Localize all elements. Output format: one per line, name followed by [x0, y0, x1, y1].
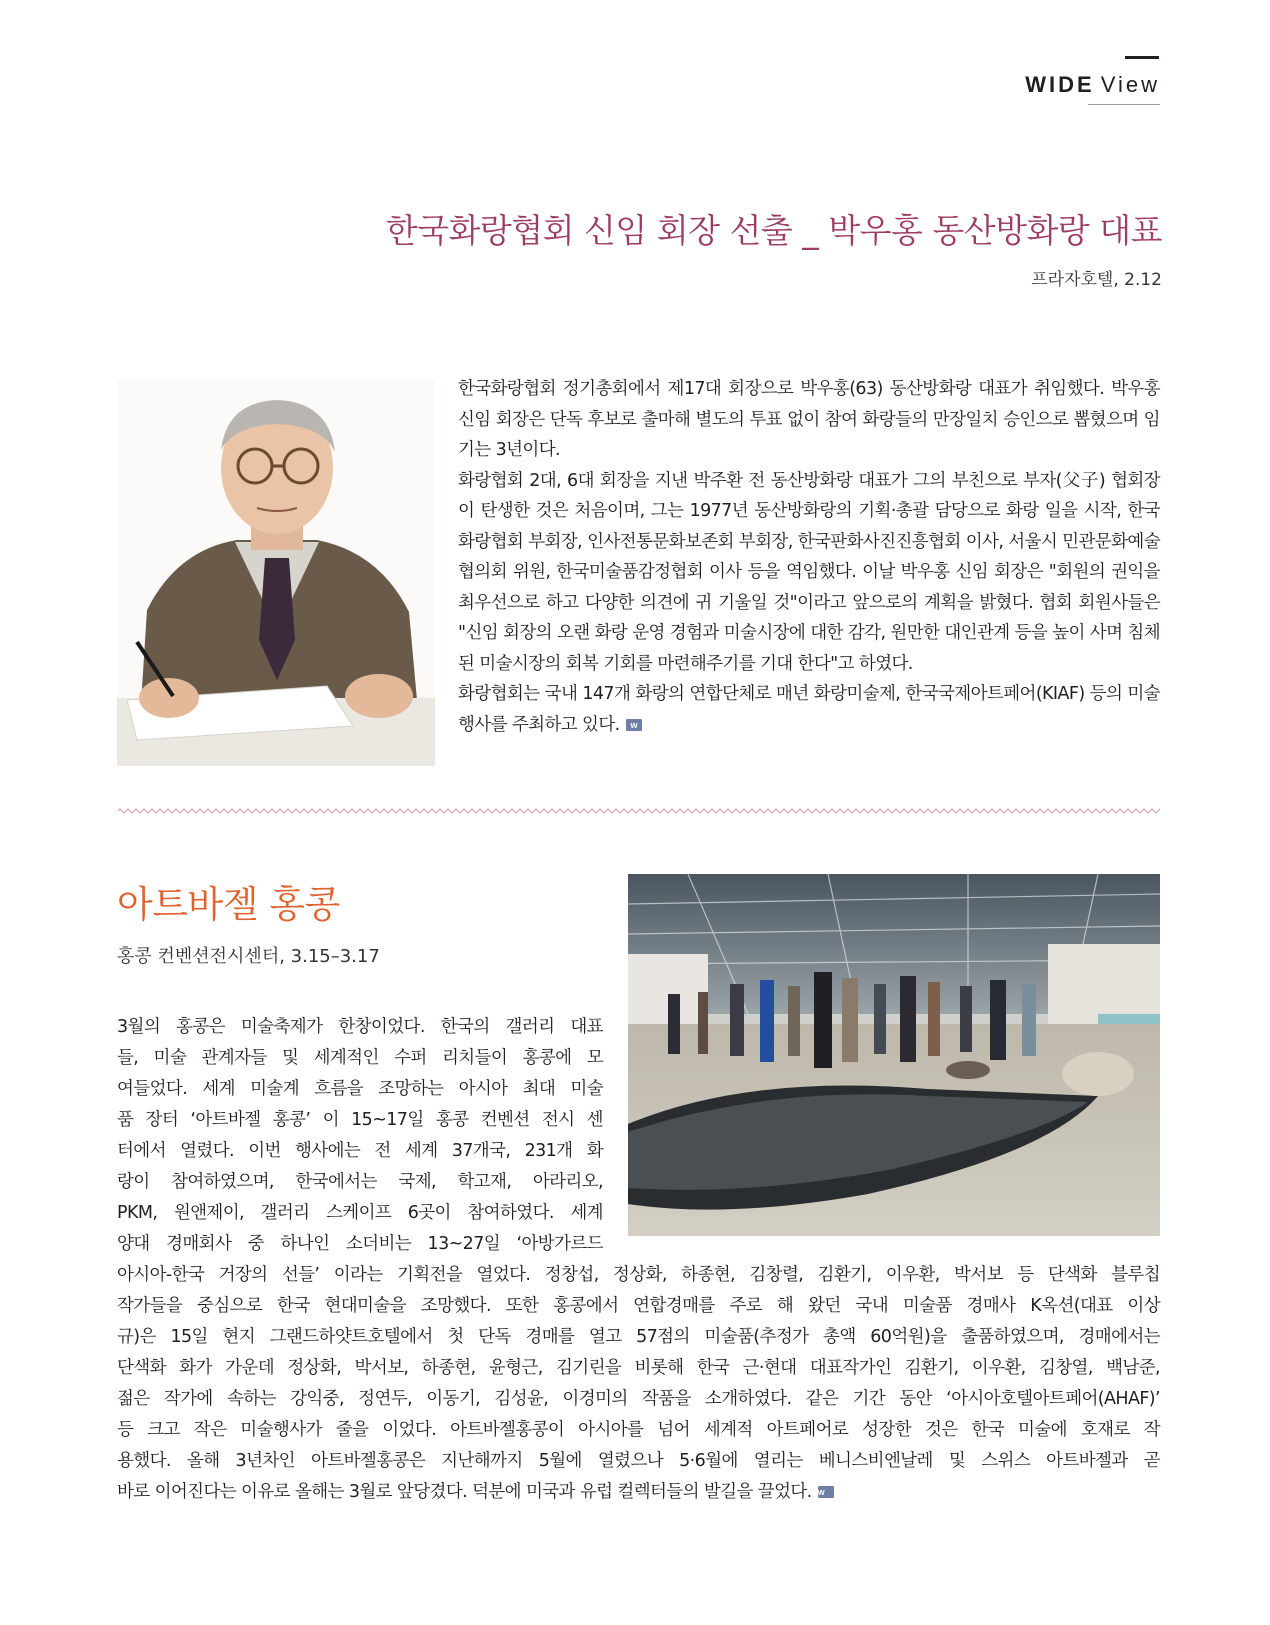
article2-line: 들, 미술 관계자들 및 세계적인 수퍼 리치들이 홍콩에 모	[117, 1048, 603, 1068]
article2-line: 터에서 열렸다. 이번 행사에는 전 세계 37개국, 231개 화	[117, 1141, 603, 1161]
article2-line: 양대 경매회사 중 하나인 소더비는 13~27일 ‘아방가르드	[117, 1234, 603, 1254]
article2-line: 젊은 작가에 속하는 강익중, 정연두, 이동기, 김성윤, 이경미의 작품을 소개하였다. 같은 기간 동안 ‘아시아호텔아트페어(AHAF)’	[117, 1389, 1160, 1409]
section-label	[1010, 72, 1160, 98]
article1-subtitle: 프라자호텔, 2.12	[1031, 270, 1162, 290]
article2-line: 여들었다. 세계 미술계 흐름을 조망하는 아시아 최대 미술	[117, 1079, 603, 1099]
article1-title: 한국화랑협회 신임 회장 선출 _ 박우홍 동산방화랑 대표	[385, 211, 1162, 250]
article2-line: 규)은 15일 현지 그랜드하얏트호텔에서 첫 단독 경매를 열고 57점의 미술품(추정가 총액 60억원)을 출품하였으며, 경매에서는	[117, 1327, 1160, 1347]
article2-last-line	[117, 1477, 1160, 1508]
article1-paragraph: 한국화랑협회 정기총회에서 제17대 회장으로 박우홍(63) 동산방화랑 대표가 취임했다. 박우홍 신임 회장은 단독 후보로 출마해 별도의 투표 없이 참여 화랑들의 만장일치 승인으로 뽑혔으며 임기는 3년이다.	[458, 379, 1160, 460]
article2-line: 품 장터 ‘아트바젤 홍콩’ 이 15~17일 홍콩 컨벤션 전시 센	[117, 1110, 603, 1130]
end-mark-icon: w	[818, 1486, 834, 1498]
article2-line: 단색화 화가 가운데 정상화, 박서보, 하종현, 윤형근, 김기린을 비롯해 한국 근·현대 대표작가인 김환기, 이우환, 김창열, 백남준,	[117, 1358, 1160, 1378]
article2-line: 용했다. 올해 3년차인 아트바젤홍콩은 지난해까지 5월에 열렸으나 5·6월에 열리는 베니스비엔날레 및 스위스 아트바젤과 곧	[117, 1451, 1160, 1471]
portrait-photo	[117, 380, 435, 766]
article2-line: PKM, 원앤제이, 갤러리 스케이프 6곳이 참여하였다. 세계	[117, 1203, 603, 1223]
section-label-wide: WIDE	[1025, 72, 1095, 97]
article2-subtitle: 홍콩 컨벤션전시센터, 3.15–3.17	[117, 946, 380, 967]
article1-paragraph-text: 화랑협회는 국내 147개 화랑의 연합단체로 매년 화랑미술제, 한국국제아트페어(KIAF) 등의 미술행사를 주최하고 있다.	[458, 684, 1160, 735]
article2-body	[117, 1012, 1160, 1508]
portrait-illustration	[117, 380, 435, 766]
article1-body	[458, 374, 1160, 740]
header-accent-bar	[1125, 56, 1159, 59]
article2-line: 아시아-한국 거장의 선들’ 이라는 기획전을 열었다. 정창섭, 정상화, 하종현, 김창렬, 김환기, 이우환, 박서보 등 단색화 블루칩	[117, 1265, 1160, 1285]
article1-paragraph	[458, 679, 1160, 740]
section-divider	[118, 806, 1160, 816]
section-label-view: View	[1100, 72, 1160, 97]
article2-line: 3월의 홍콩은 미술축제가 한창이었다. 한국의 갤러리 대표	[117, 1017, 603, 1037]
article2-line: 등 크고 작은 미술행사가 줄을 이었다. 아트바젤홍콩이 아시아를 넘어 세계적 아트페어로 성장한 것은 한국 미술에 호재로 작	[117, 1420, 1160, 1440]
article2-title: 아트바젤 홍콩	[117, 883, 340, 926]
end-mark-icon: w	[626, 719, 642, 731]
article1-paragraph: 화랑협회 2대, 6대 회장을 지낸 박주환 전 동산방화랑 대표가 그의 부친으로 부자(父子) 협회장이 탄생한 것은 처음이며, 그는 1977년 동산방화랑의 기획·총괄 담당으로 화랑 일을 시작, 한국화랑협회 부회장, 인사전통문화보존회 부회장, 한국판화사진진흥협회 이사, 서울시 민관문화예술협의회 위원, 한국미술품감정협회 이사 등을 역임했다. 이날 박우홍 신임 회장은 "회원의 권익을 최우선으로 하고 다양한 의견에 귀 기울일 것"이라고 앞으로의 계획을 밝혔다. 협회 회원사들은 "신임 회장의 오랜 화랑 운영 경험과 미술시장에 대한 감각, 원만한 대인관계 등을 높이 사며 침체된 미술시장의 회복 기회를 마련해주기를 기대 한다"고 하였다.	[458, 470, 1160, 674]
header-rule	[1088, 104, 1160, 105]
article2-line: 작가들을 중심으로 한국 현대미술을 조망했다. 또한 홍콩에서 연합경매를 주로 해 왔던 국내 미술품 경매사 K옥션(대표 이상	[117, 1296, 1160, 1316]
article2-line: 랑이 참여하였으며, 한국에서는 국제, 학고재, 아라리오,	[117, 1172, 603, 1192]
article2-line: 바로 이어진다는 이유로 올해는 3월로 앞당겼다. 덕분에 미국과 유럽 컬렉터들의 발길을 끌었다.	[117, 1482, 812, 1502]
